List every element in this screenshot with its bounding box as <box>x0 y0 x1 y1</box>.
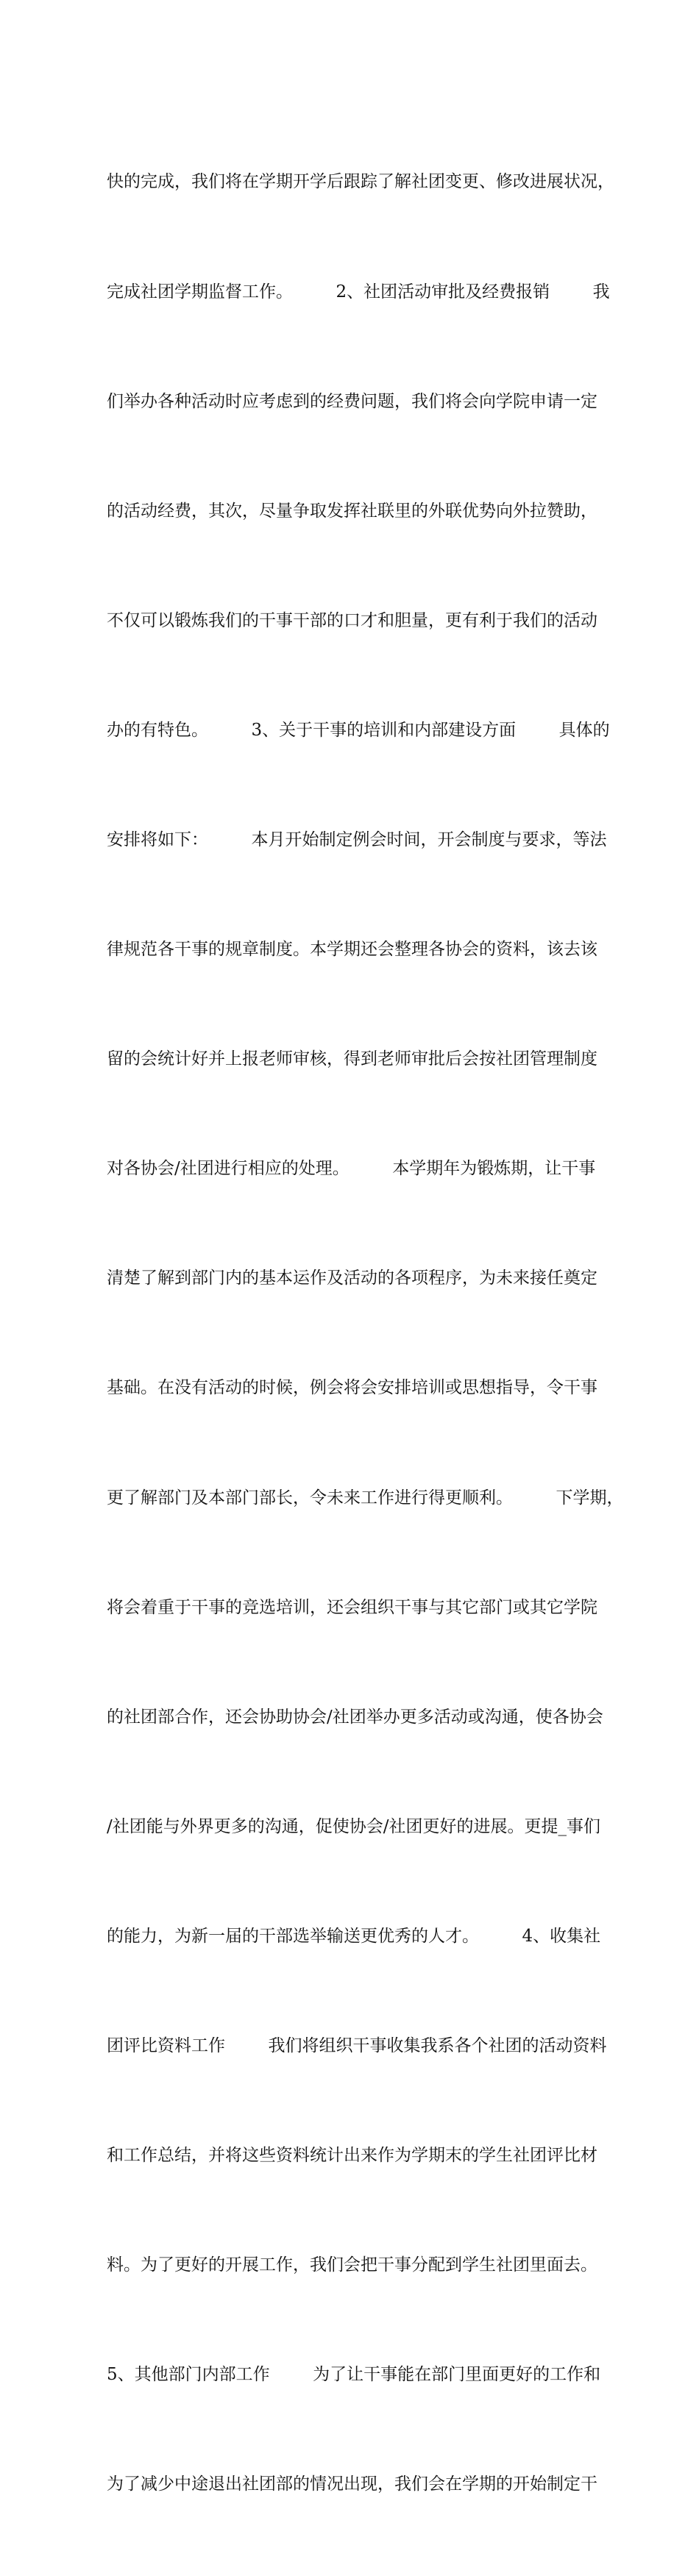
text-line: 料。为了更好的开展工作，我们会把干事分配到学生社团里面去。 <box>107 2255 597 2275</box>
text-line: 的活动经费，其次，尽量争取发挥社联里的外联优势向外拉赞助， <box>107 501 597 521</box>
text-line: 律规范各干事的规章制度。本学期还会整理各协会的资料，该去该 <box>107 940 597 960</box>
text-line: 不仅可以锻炼我们的干事干部的口才和胆量，更有利于我们的活动 <box>107 610 597 630</box>
text-line: 安排将如下： 本月开始制定例会时间，开会制度与要求，等法 <box>107 829 607 849</box>
text-line: /社团能与外界更多的沟通，促使协会/社团更好的进展。更提_事们 <box>107 1816 600 1836</box>
text-line: 的能力，为新一届的干部选举输送更优秀的人才。 4、收集社 <box>107 1926 601 1946</box>
text-line: 基础。在没有活动的时候，例会将会安排培训或思想指导，令干事 <box>107 1378 597 1398</box>
text-line: 快的完成，我们将在学期开学后跟踪了解社团变更、修改进展状况， <box>107 172 614 192</box>
text-line: 和工作总结，并将这些资料统计出来作为学期末的学生社团评比材 <box>107 2146 597 2166</box>
text-line: 5、其他部门内部工作 为了让干事能在部门里面更好的工作和 <box>107 2365 601 2385</box>
text-line: 留的会统计好并上报老师审核，得到老师审批后会按社团管理制度 <box>107 1049 597 1069</box>
text-line: 办的有特色。 3、关于干事的培训和内部建设方面 具体的 <box>107 720 610 740</box>
text-line: 团评比资料工作 我们将组织干事收集我系各个社团的活动资料 <box>107 2036 607 2055</box>
text-line: 将会着重于干事的竞选培训，还会组织干事与其它部门或其它学院 <box>107 1597 597 1617</box>
body-text <box>107 91 624 2576</box>
text-line: 完成社团学期监督工作。 2、社团活动审批及经费报销 我 <box>107 282 610 302</box>
text-line: 清楚了解到部门内的基本运作及活动的各项程序，为未来接任奠定 <box>107 1269 597 1288</box>
text-line: 对各协会/社团进行相应的处理。 本学期年为锻炼期，让干事 <box>107 1159 596 1179</box>
text-line: 们举办各种活动时应考虑到的经费问题，我们将会向学院申请一定 <box>107 391 597 411</box>
text-line: 的社团部合作，还会协助协会/社团举办更多活动或沟通，使各协会 <box>107 1707 603 1727</box>
text-line: 为了减少中途退出社团部的情况出现，我们会在学期的开始制定干 <box>107 2475 597 2494</box>
text-line: 更了解部门及本部门部长，令未来工作进行得更顺利。 下学期， <box>107 1488 624 1508</box>
